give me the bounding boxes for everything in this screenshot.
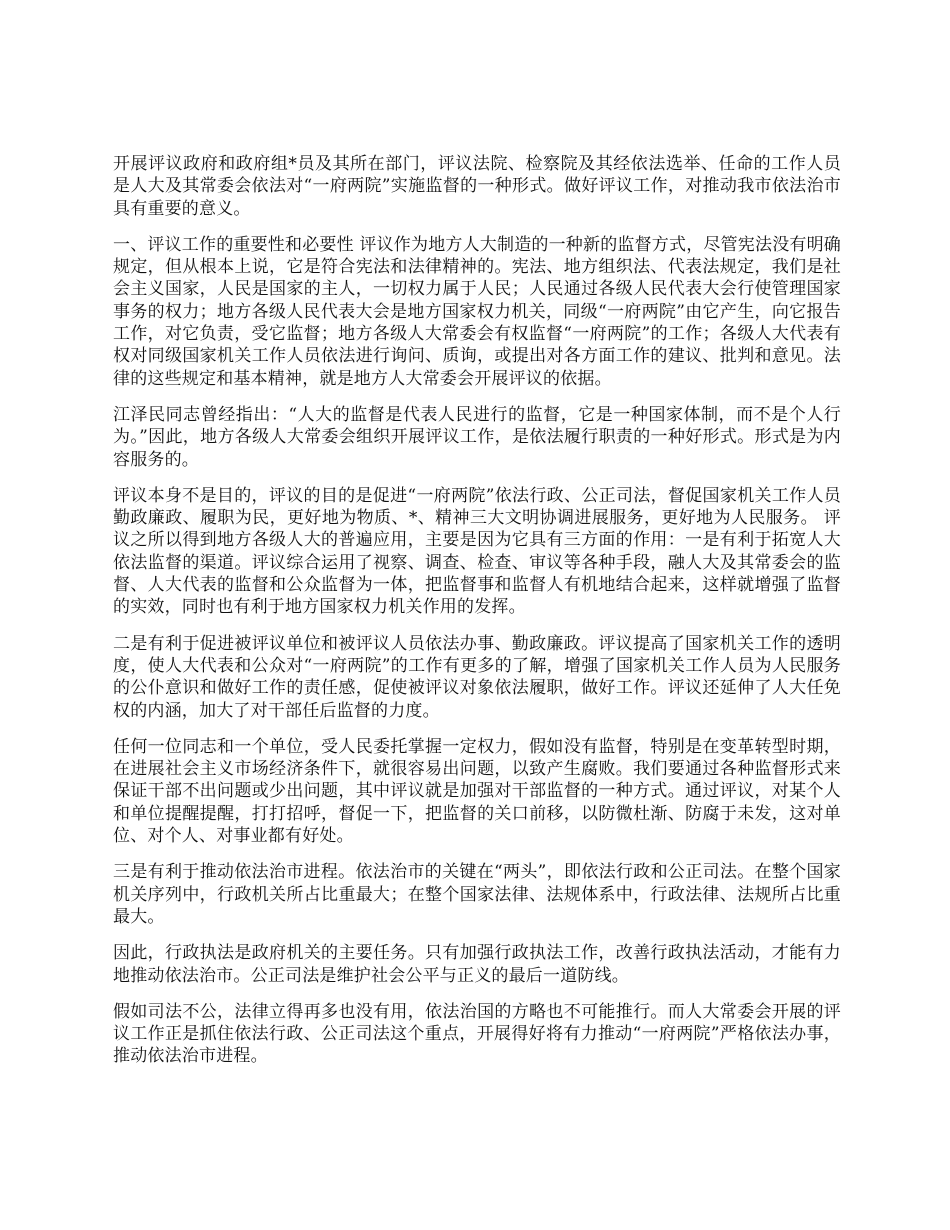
paragraph-point-three: 三是有利于推动依法治市进程。依法治市的关键在“两头”，即依法行政和公正司法。在整个国家机关序列中，行政机关所占比重最大；在整个国家法律、法规体系中，行政法律、法规所占比重最大。 [113,862,841,927]
paragraph-importance: 一、评议工作的重要性和必要性 评议作为地方人大制造的一种新的监督方式，尽管宪法没有明确规定，但从根本上说，它是符合宪法和法律精神的。宪法、地方组织法、代表法规定，我们是社会主义国家，人民是国家的主人，一切权力属于人民；人民通过各级人民代表大会行使管理国家事务的权力；地方各级人民代表大会是地方国家权力机关，同级“一府两院”由它产生，向它报告工作，对它负责，受它监督；地方各级人大常委会有权监督“一府两院”的工作；各级人大代表有权对同级国家机关工作人员依法进行询问、质询，或提出对各方面工作的建议、批判和意见。法律的这些规定和基本精神，就是地方人大常委会开展评议的依据。 [113,234,842,389]
paragraph-point-two: 二是有利于促进被评议单位和被评议人员依法办事、勤政廉政。评议提高了国家机关工作的透明度，使人大代表和公众对“一府两院”的工作有更多的了解，增强了国家机关工作人员为人民服务的公仆意识和做好工作的责任感，促使被评议对象依法履职，做好工作。评议还延伸了人大任免权的内涵，加大了对干部任后监督的力度。 [113,633,841,721]
paragraph-intro: 开展评议政府和政府组*员及其所在部门，评议法院、检察院及其经依法选举、任命的工作人员是人大及其常委会依法对“一府两院”实施监督的一种形式。做好评议工作，对推动我市依法治市具有重要的意义。 [113,154,841,219]
paragraph-administration: 因此，行政执法是政府机关的主要任务。只有加强行政执法工作，改善行政执法活动，才能有力地推动依法治市。公正司法是维护社会公平与正义的最后一道防线。 [113,943,841,986]
paragraph-quote: 江泽民同志曾经指出：“人大的监督是代表人民进行的监督，它是一种国家体制，而不是个人行为。”因此，地方各级人大常委会组织开展评议工作，是依法履行职责的一种好形式。形式是为内容服务的。 [113,404,841,470]
paragraph-supervision: 任何一位同志和一个单位，受人民委托掌握一定权力，假如没有监督，特别是在变革转型时期，在进展社会主义市场经济条件下，就很容易出问题，以致产生腐败。我们要通过各种监督形式来保证干部不出问题或少出问题，其中评议就是加强对干部监督的一种方式。通过评议，对某个人和单位提醒提醒，打打招呼，督促一下，把监督的关口前移，以防微杜渐、防腐于未发，这对单位、对个人、对事业都有好处。 [113,736,841,847]
paragraph-conclusion: 假如司法不公，法律立得再多也没有用，依法治国的方略也不可能推行。而人大常委会开展的评议工作正是抓住依法行政、公正司法这个重点，开展得好将有力推动“一府两院”严格依法办事，推动依法治市进程。 [113,1001,841,1067]
paragraph-purpose: 评议本身不是目的，评议的目的是促进“一府两院”依法行政、公正司法，督促国家机关工作人员勤政廉政、履职为民，更好地为物质、*、精神三大文明协调进展服务，更好地为人民服务。 评议之所以得到地方各级人大的普遍应用，主要是因为它具有三方面的作用：一是有利于拓宽人大依法监督的渠道。评议综合运用了视察、调查、检查、审议等各种手段，融人大及其常委会的监督、人大代表的监督和公众监督为一体，把监督事和监督人有机地结合起来，这样就增强了监督的实效，同时也有利于地方国家权力机关作用的发挥。 [113,485,841,618]
document-body [113,153,841,1082]
